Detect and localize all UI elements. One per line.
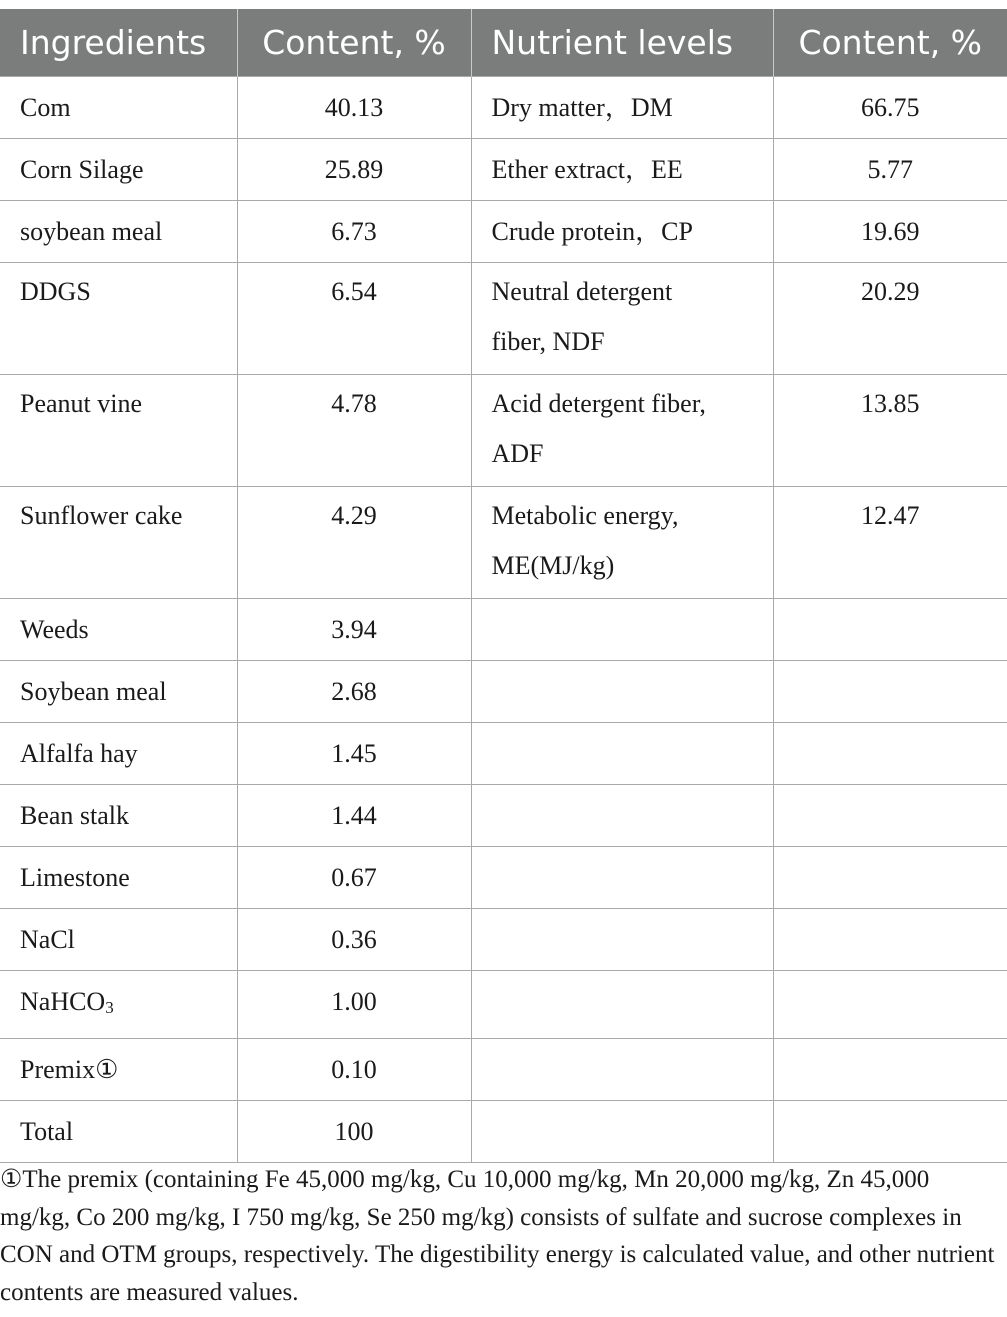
ingredient-name: Total [20,1117,74,1146]
nutrient-content-cell [773,1101,1007,1163]
ingredient-cell [0,599,237,661]
ingredient-content-cell [237,661,471,723]
nutrient-cell [471,971,773,1039]
ingredient-cell [0,375,237,487]
nutrient-content-cell [773,971,1007,1039]
table-row [0,1039,1007,1101]
nutrient-name: Acid detergent fiber, [491,389,706,418]
nutrient-cell [471,1039,773,1101]
ingredient-content-value: 1.00 [331,987,377,1016]
nutrient-name: Neutral detergent [491,277,673,306]
ingredient-name: Com [20,93,71,122]
table-row [0,1101,1007,1163]
ingredient-content-cell [237,487,471,599]
table-header [0,9,1007,77]
nutrient-content-cell [773,375,1007,487]
nutrient-name: Dry matter，DM [491,93,673,122]
ingredient-content-cell [237,971,471,1039]
table-row [0,375,1007,487]
nutrient-name-line2: ME(MJ/kg) [491,551,615,580]
ingredient-content-cell [237,1101,471,1163]
ingredient-cell [0,971,237,1039]
ingredient-content-value: 0.36 [331,925,377,954]
nutrient-content-cell [773,201,1007,263]
table-footnote: ①The premix (containing Fe 45,000 mg/kg, Cu 10,000 mg/kg, Mn 20,000 mg/kg, Zn 45,000 mg/kg, Co 200 mg/kg, I 750 mg/kg, Se 250 mg/kg) consists of sulfate and sucrose complexes in CON and OTM groups, respectively. The digestibility energy is calculated value, and other nutrient contents are measured values. [0,1166,995,1306]
ingredient-name: Soybean meal [20,677,167,706]
nutrient-content-cell [773,599,1007,661]
ingredient-content-cell [237,599,471,661]
table-row [0,77,1007,139]
nutrient-content-cell [773,263,1007,375]
nutrient-cell [471,487,773,599]
ingredient-content-value: 2.68 [331,677,377,706]
nutrient-content-cell [773,1039,1007,1101]
ingredient-name: DDGS [20,277,91,306]
nutrient-cell [471,847,773,909]
nutrient-content-cell [773,723,1007,785]
table-row [0,661,1007,723]
table-row [0,785,1007,847]
ingredient-name: Alfalfa hay [20,739,138,768]
nutrient-cell [471,263,773,375]
table-row [0,599,1007,661]
table-row [0,139,1007,201]
table-row [0,909,1007,971]
ingredient-name: Corn Silage [20,155,144,184]
ingredient-content-value: 6.73 [331,217,377,246]
feed-composition-table [0,9,1007,1163]
nutrient-cell [471,77,773,139]
ingredient-cell [0,1101,237,1163]
ingredient-content-value: 25.89 [324,155,384,184]
ingredient-content-value: 4.29 [331,501,377,530]
ingredient-content-value: 1.44 [331,801,377,830]
ingredient-cell [0,487,237,599]
nutrient-content-value: 66.75 [861,93,920,122]
nutrient-cell [471,723,773,785]
header-content: Content, % [237,9,471,77]
ingredient-cell [0,139,237,201]
ingredient-content-cell [237,909,471,971]
nutrient-cell [471,139,773,201]
nutrient-content-value: 12.47 [861,501,920,530]
ingredient-content-value: 0.67 [331,863,377,892]
ingredient-cell [0,661,237,723]
header-ingredients: Ingredients [0,9,237,77]
ingredient-cell [0,723,237,785]
ingredient-content-cell [237,847,471,909]
nutrient-cell [471,1101,773,1163]
ingredient-cell [0,847,237,909]
nutrient-content-cell [773,909,1007,971]
table-row [0,723,1007,785]
ingredient-cell [0,1039,237,1101]
nutrient-name-line2: fiber, NDF [491,327,605,356]
ingredient-subscript: 3 [105,998,114,1017]
ingredient-content-cell [237,139,471,201]
ingredient-content-value: 4.78 [331,389,377,418]
ingredient-content-cell [237,375,471,487]
ingredient-content-cell [237,785,471,847]
ingredient-content-cell [237,263,471,375]
nutrient-content-cell [773,139,1007,201]
ingredient-cell [0,909,237,971]
nutrient-content-cell [773,785,1007,847]
ingredient-cell [0,201,237,263]
nutrient-name-line2: ADF [491,439,544,468]
ingredient-content-cell [237,77,471,139]
nutrient-name: Metabolic energy, [491,501,679,530]
ingredient-content-cell [237,723,471,785]
ingredient-content-value: 1.45 [331,739,377,768]
nutrient-cell [471,661,773,723]
ingredient-name: NaCl [20,925,75,954]
ingredient-content-cell [237,201,471,263]
nutrient-cell [471,375,773,487]
header-nutrient-content: Content, % [773,9,1007,77]
table-row [0,487,1007,599]
ingredient-name: Sunflower cake [20,501,183,530]
ingredient-content-value: 0.10 [331,1055,377,1084]
table-row [0,201,1007,263]
table-row [0,971,1007,1039]
ingredient-name: Peanut vine [20,389,143,418]
nutrient-content-value: 19.69 [861,217,920,246]
ingredient-name: Bean stalk [20,801,130,830]
nutrient-content-value: 20.29 [861,277,920,306]
header-row [0,9,1007,77]
ingredient-content-value: 6.54 [331,277,377,306]
nutrient-content-cell [773,847,1007,909]
ingredient-name: soybean meal [20,217,163,246]
nutrient-name: Crude protein，CP [491,217,693,246]
header-nutrient-levels: Nutrient levels [471,9,773,77]
ingredient-cell [0,785,237,847]
ingredient-name: NaHCO [20,987,106,1016]
ingredient-content-value: 100 [334,1117,374,1146]
ingredient-name: Limestone [20,863,130,892]
ingredient-content-value: 3.94 [331,615,377,644]
ingredient-name: Weeds [20,615,89,644]
ingredient-cell [0,77,237,139]
nutrient-content-cell [773,661,1007,723]
table-body [0,77,1007,1163]
nutrient-cell [471,599,773,661]
nutrient-cell [471,909,773,971]
table-row [0,847,1007,909]
ingredient-cell [0,263,237,375]
nutrient-content-value: 5.77 [867,155,913,184]
nutrient-content-value: 13.85 [861,389,920,418]
nutrient-name: Ether extract，EE [491,155,683,184]
nutrient-cell [471,785,773,847]
ingredient-content-value: 40.13 [324,93,384,122]
nutrient-cell [471,201,773,263]
ingredient-name: Premix① [20,1055,119,1084]
ingredient-content-cell [237,1039,471,1101]
table-row [0,263,1007,375]
nutrient-content-cell [773,487,1007,599]
nutrient-content-cell [773,77,1007,139]
